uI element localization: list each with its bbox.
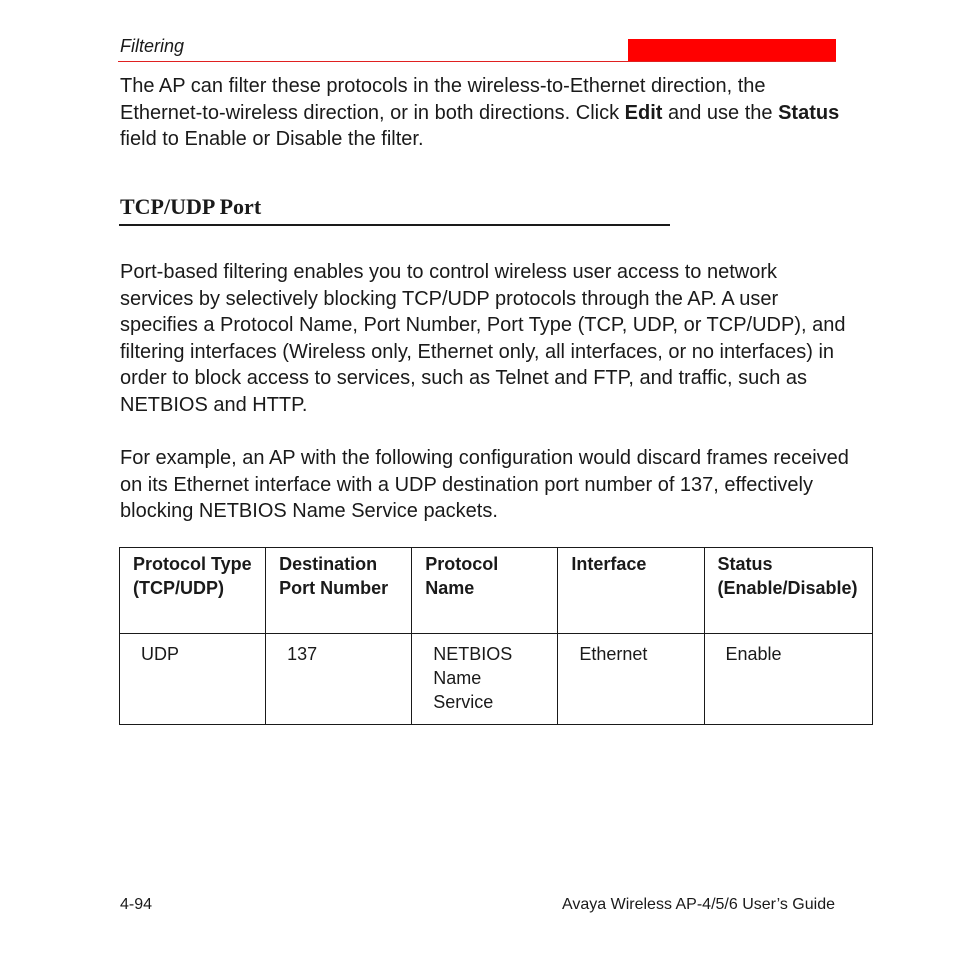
intro-text-3: field to Enable or Disable the filter. xyxy=(120,128,424,151)
cell-interface: Ethernet xyxy=(558,634,704,725)
cell-protocol-type: UDP xyxy=(120,634,266,725)
example-paragraph: For example, an AP with the following configuration would discard frames received on its Ethernet interface with a UDP destination port number of 137, effectively blocking NETBIOS Name Service packets. xyxy=(120,447,849,523)
running-head: Filtering xyxy=(120,36,185,56)
intro-paragraph xyxy=(120,73,850,153)
header-accent-bar xyxy=(628,39,836,61)
cell-status: Enable xyxy=(704,634,873,725)
col-header-protocol-name: Protocol Name xyxy=(412,548,558,634)
col-header-status: Status (Enable/Disable) xyxy=(704,548,873,634)
guide-title: Avaya Wireless AP-4/5/6 User’s Guide xyxy=(561,896,835,913)
page-number: 4-94 xyxy=(120,896,153,913)
col-header-destination-port: Destination Port Number xyxy=(266,548,412,634)
header-rule xyxy=(118,61,836,62)
cell-destination-port: 137 xyxy=(266,634,412,725)
col-header-protocol-type: Protocol Type (TCP/UDP) xyxy=(120,548,266,634)
description-paragraph: Port-based filtering enables you to control wireless user access to network services by selectively blocking TCP/UDP protocols through the AP. A user specifies a Protocol Name, Port Number, Port Type (TCP, UDP, or TCP/UDP), and filtering interfaces (Wireless only, Ethernet only, all interfaces, or no interfaces) in order to block access to services, such as Telnet and FTP, and traffic, such as NETBIOS and HTTP. xyxy=(120,261,846,416)
section-title: TCP/UDP Port xyxy=(120,194,262,219)
edit-keyword: Edit xyxy=(624,101,663,124)
section-rule xyxy=(119,224,670,226)
table-row xyxy=(120,634,873,725)
intro-text-1: The AP can filter these protocols in the wireless-to-Ethernet direction, the Ethernet-to-wireless direction, or in both directions. Click xyxy=(120,75,766,124)
table-header-row xyxy=(120,548,873,634)
intro-text-2: and use the xyxy=(662,101,779,124)
cell-protocol-name: NETBIOS Name Service xyxy=(412,634,558,725)
port-filter-table xyxy=(119,547,873,725)
col-header-interface: Interface xyxy=(558,548,704,634)
status-keyword: Status xyxy=(778,101,840,124)
